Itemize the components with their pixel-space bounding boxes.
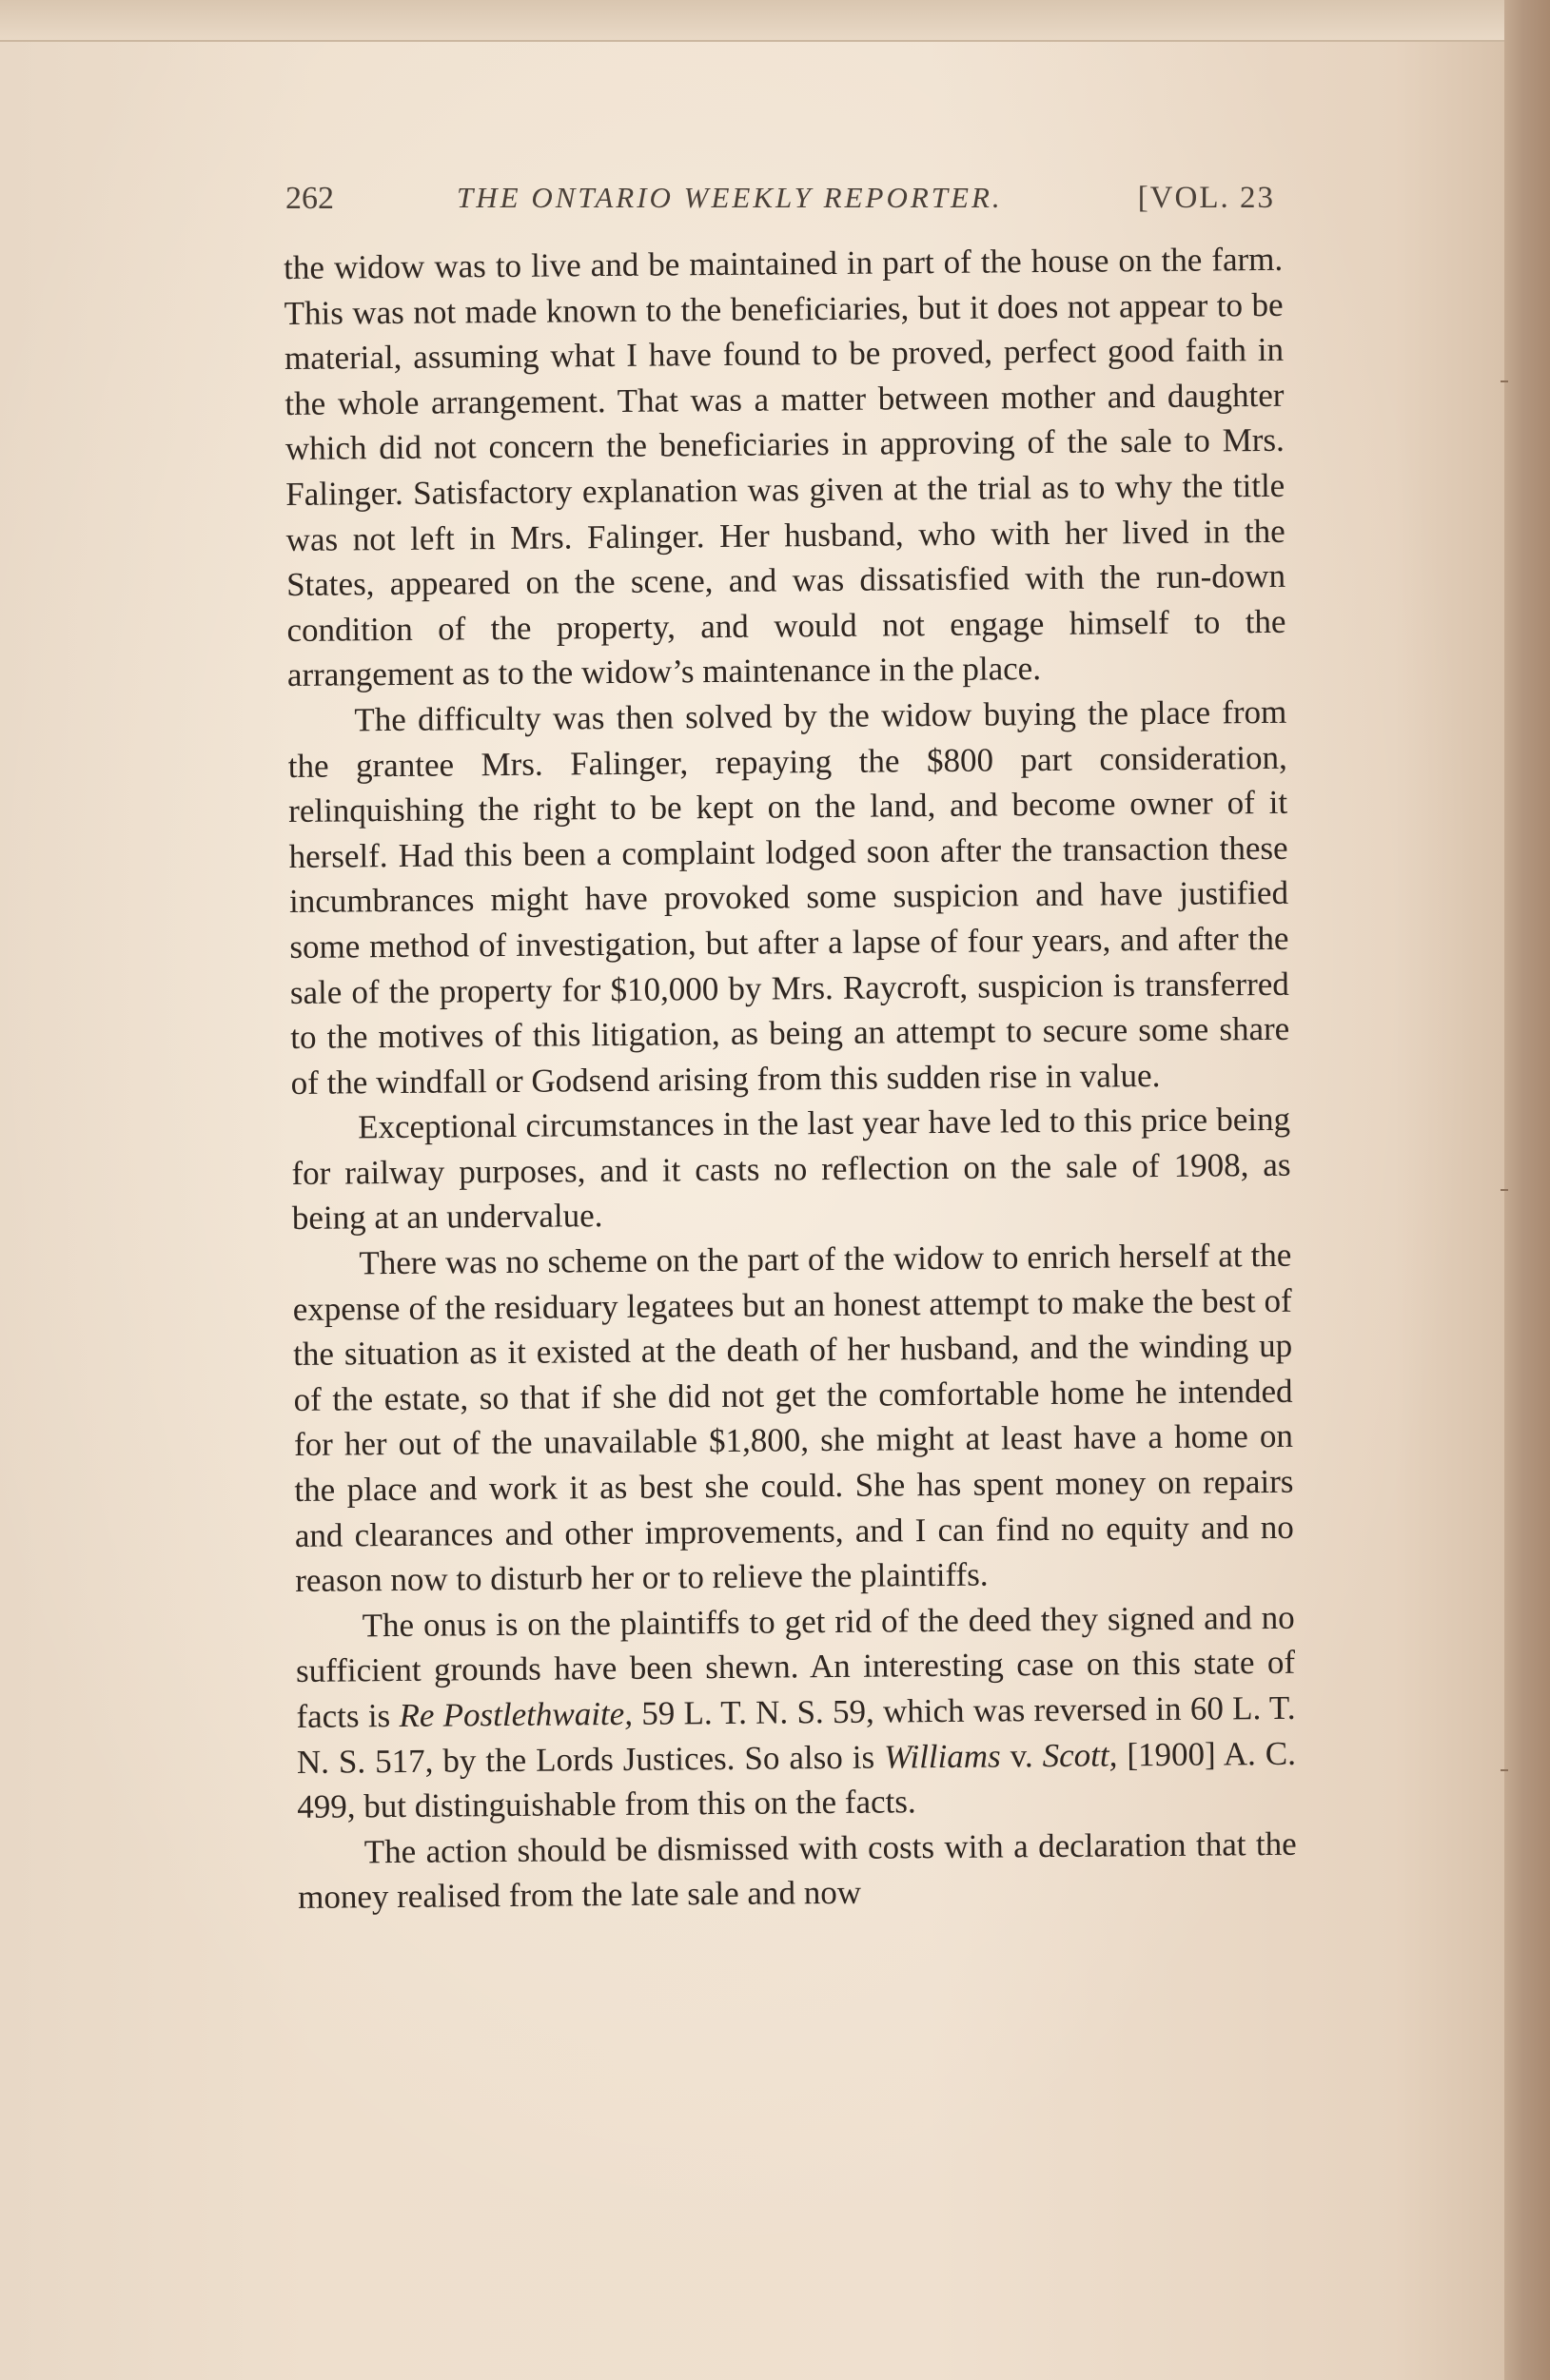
case-citation: Re Postlethwaite,: [399, 1694, 634, 1734]
running-title: THE ONTARIO WEEKLY REPORTER.: [457, 181, 1003, 214]
paragraph: There was no scheme on the part of the widow to enrich herself at the expense of the residuary legatees but an honest attempt to make the best of the situation as it existed at the death of her husband, and the winding up of the estate, so that if she did not get the comfortable home he intended for her out of the unavailable $1,800, she might at least have a home on the place and work it as best she could. She has spent money on repairs and clearances and other improvements, and I can find no equity and no reason now to disturb her or to relieve the plaintiffs.: [292, 1236, 1294, 1600]
spine-mark: [1501, 1189, 1508, 1191]
volume-label: [VOL. 23: [1137, 181, 1275, 215]
paragraph-text: The onus is on the plaintiffs to get rid of the deed they signed and no sufficient grounds have been shewn. An interesting case on this state of facts is: [295, 1598, 1296, 1735]
page-top-edge: [0, 0, 1550, 42]
paragraph-text: 59 L. T. N. S. 59, which was reversed in 60 L. T. N. S. 517, by the Lords Justices. So also is: [296, 1688, 1296, 1781]
spine-mark: [1501, 380, 1508, 382]
paragraph-text: [1900] A. C. 499, but distinguishable from this on the facts.: [297, 1734, 1297, 1826]
page-number: 262: [285, 181, 334, 216]
case-citation: Scott,: [1042, 1736, 1118, 1774]
book-spine: [1504, 0, 1550, 2380]
paragraph: the widow was to live and be maintained in part of the house on the farm. This was not made known to the beneficiaries, but it does not appear to be material, assuming what I have found to be proved, perfect good faith in the whole arrangement. That was a matter between mother and daughter which did not concern the beneficiaries in approving of the sale to Mrs. Falinger. Satisfactory explanation was given at the trial as to why the title was not left in Mrs. Falinger. Her husband, who with her lived in the States, appeared on the scene, and was dissatisfied with the run-down condition of the property, and would not engage himself to the arrangement as to the widow’s maintenance in the place.: [284, 240, 1286, 694]
paragraph: The action should be dismissed with costs with a declaration that the money realised from the late sale and now: [297, 1824, 1297, 1917]
spine-mark: [1501, 1769, 1508, 1771]
paragraph: Exceptional circumstances in the last year have led to this price being for railway purposes, and it casts no reflection on the sale of 1908, as being at an undervalue.: [291, 1101, 1291, 1238]
case-citation: Williams: [883, 1737, 1001, 1776]
paragraph-text: v.: [1000, 1736, 1043, 1775]
paragraph: [295, 1595, 1296, 1830]
running-header: [285, 181, 1285, 228]
paragraph: The difficulty was then solved by the widow buying the place from the grantee Mrs. Falinger, repaying the $800 part consideration, relinquishing the right to be kept on the land, and become owner of it herself. Had this been a complaint lodged soon after the transaction these incumbrances might have provoked some suspicion and have justified some method of investigation, but after a lapse of four years, and after the sale of the property for $10,000 by Mrs. Raycroft, suspicion is transferred to the motives of this litigation, as being an attempt to secure some share of the windfall or Godsend arising from this sudden rise in value.: [287, 693, 1290, 1102]
body-text: [284, 237, 1297, 1921]
